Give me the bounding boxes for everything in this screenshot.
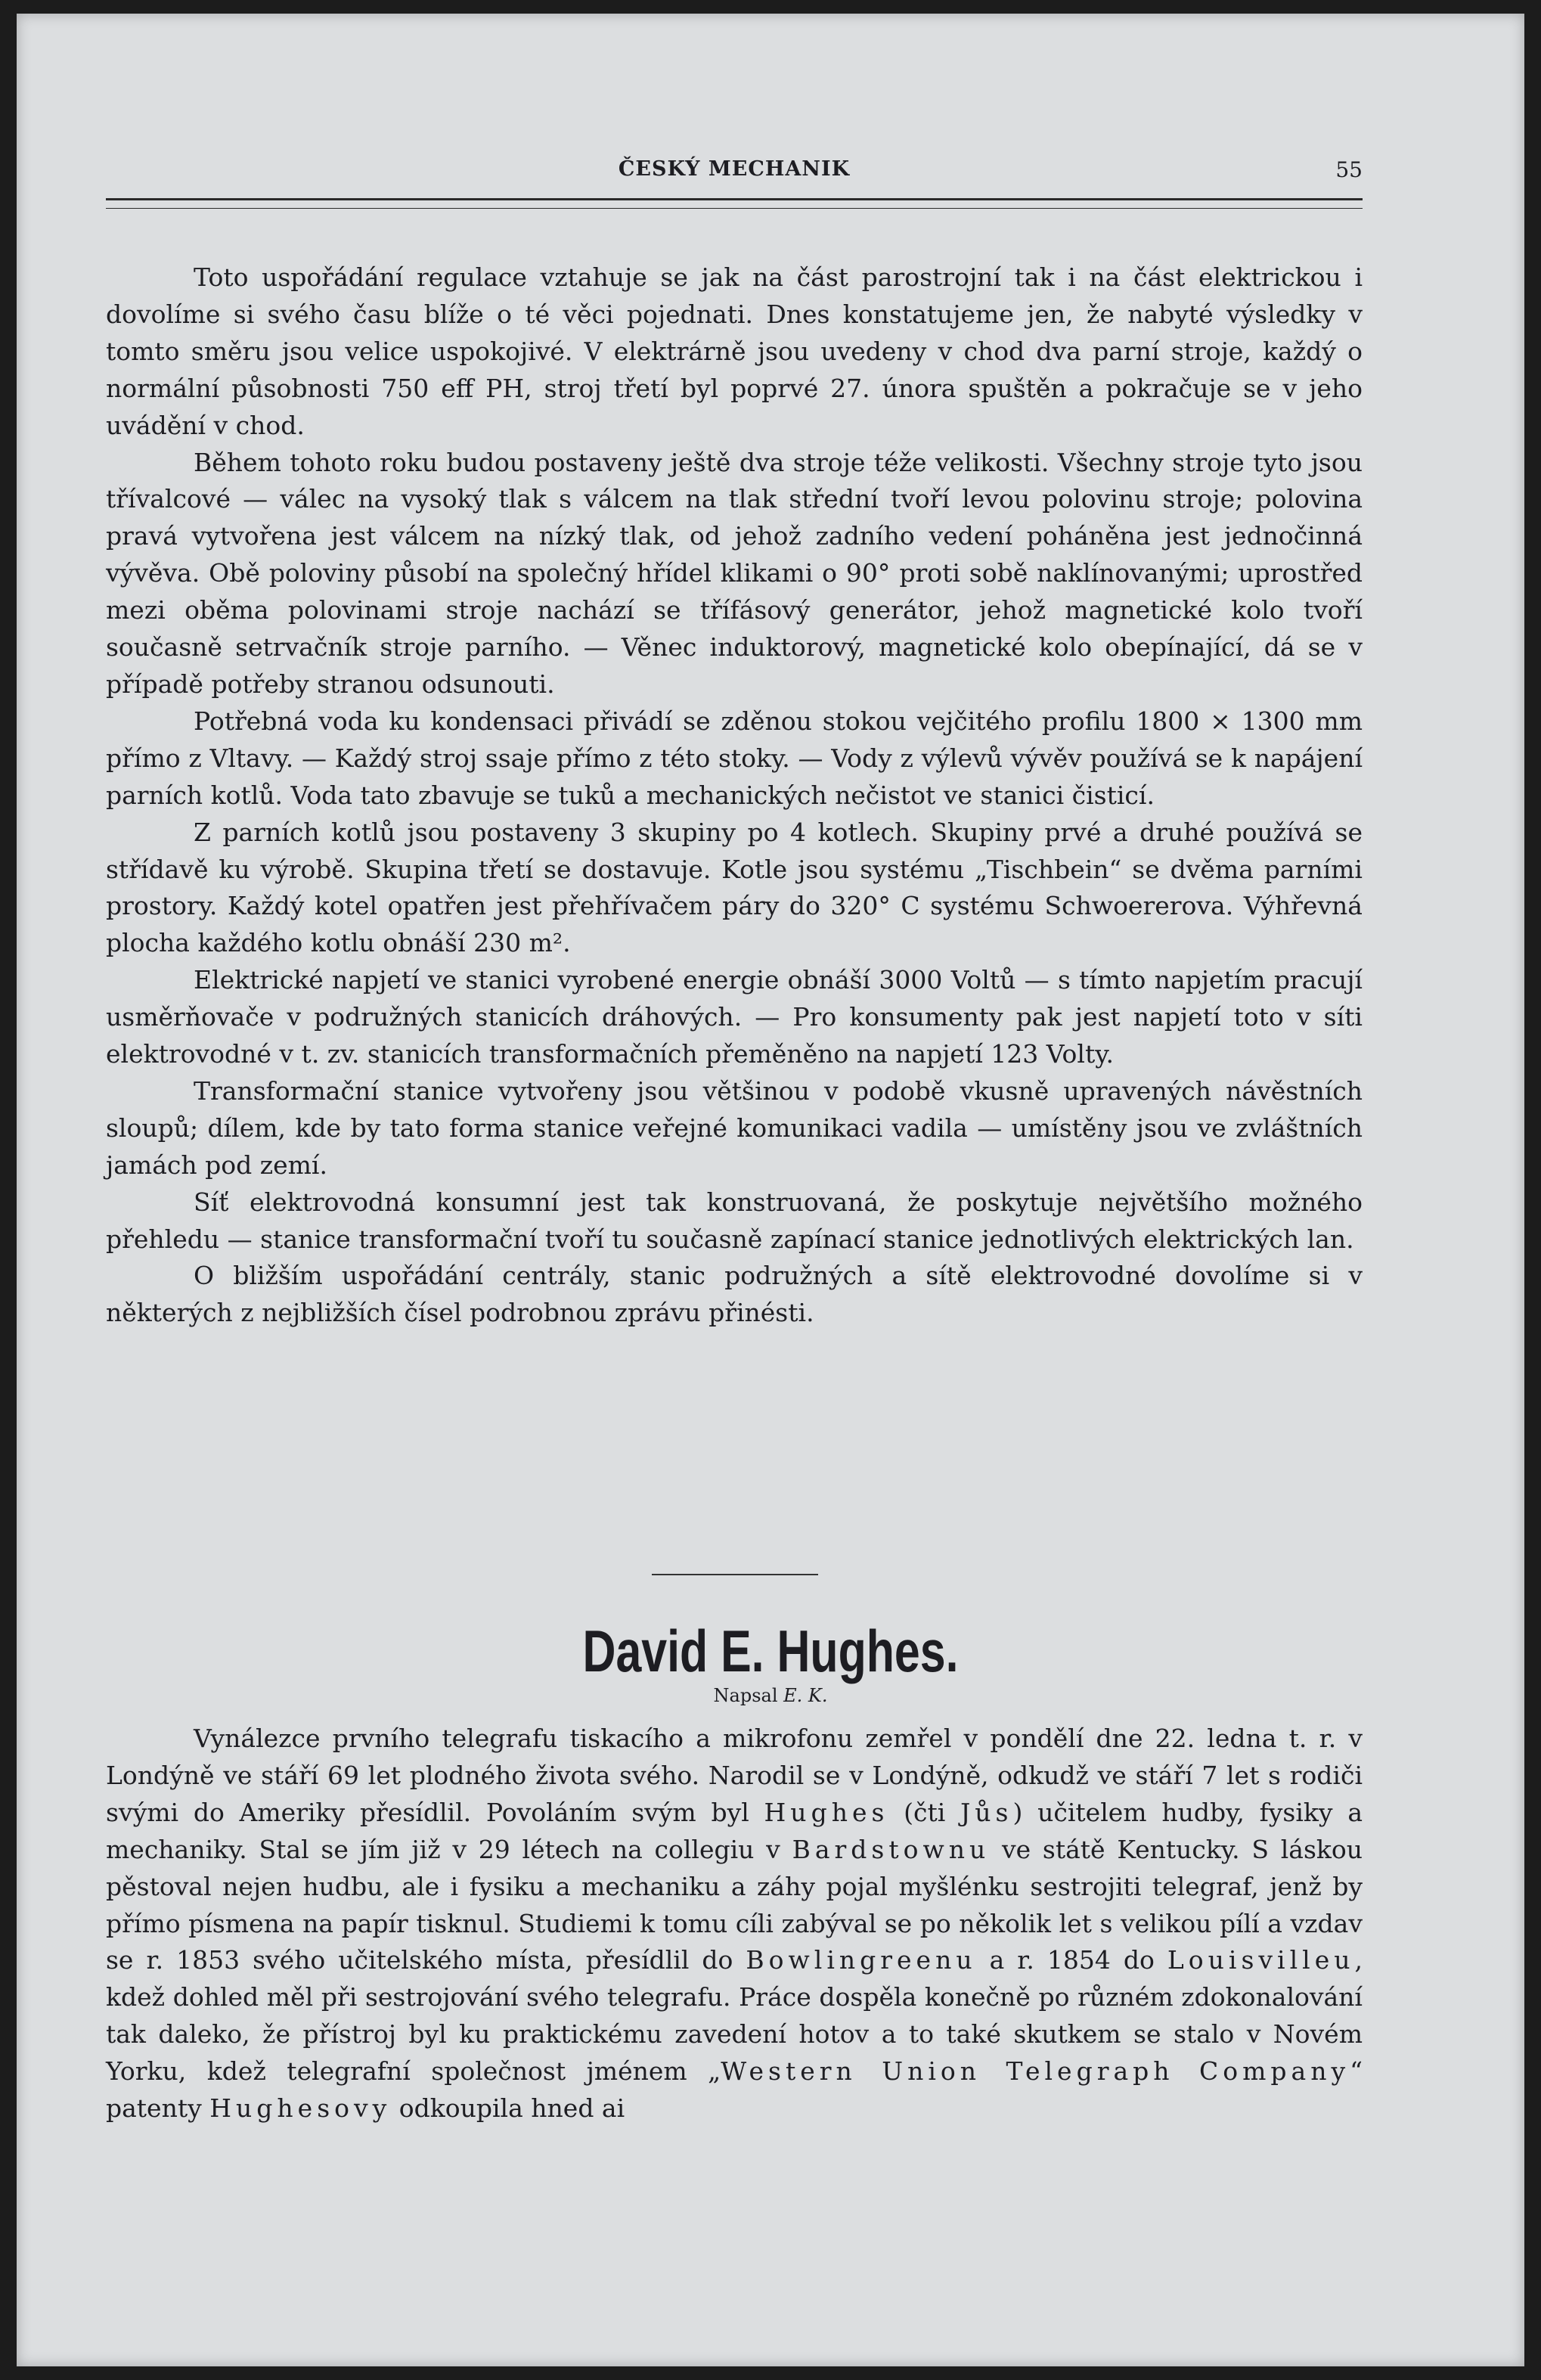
paragraph: Potřebná voda ku kondensaci přivádí se zděnou stokou vejčitého profilu 1800 × 1300 mm přímo z Vltavy. — Každý stroj ssaje přímo z této stoky. — Vody z výlevů vývěv používá se k napájení parních kotlů. Voda tato zbavuje se tuků a mechanických nečistot ve stanici čisticí.: [106, 706, 1363, 810]
paragraph: Z parních kotlů jsou postaveny 3 skupiny po 4 kotlech. Skupiny prvé a druhé používá se střídavě ku výrobě. Skupina třetí se dostavuje. Kotle jsou systému „Tischbein“ se dvěma parními prostory. Každý kotel opatřen jest přehřívačem páry do 320° C systému Schwoererova. Výhřevná plocha každého kotlu obnáší 230 m².: [106, 817, 1363, 958]
running-head: [106, 157, 1363, 188]
spaced-name: Jůs: [960, 1797, 1013, 1827]
article-title: David E. Hughes.: [582, 1618, 959, 1684]
spaced-name: Hughesovy: [209, 2093, 392, 2124]
spaced-name: Louisvilleu: [1167, 1945, 1355, 1975]
text-run: , kdež dohled měl při sestrojování svého telegrafu. Práce dospěla konečně po různém zdokonalování tak daleko, že přístroj byl ku praktickému zavedení hotov a to také skutkem se stalo v Novém Yorku, kdež telegrafní společnost jménem „: [106, 1945, 1363, 2087]
byline-author: E. K.: [783, 1685, 828, 1706]
text-run: a r. 1854 do: [976, 1945, 1167, 1975]
scanned-page: [17, 14, 1524, 2366]
page-number: 55: [1335, 157, 1363, 182]
spaced-name: Bowlingreenu: [746, 1945, 977, 1975]
paragraph: O bližším uspořádání centrály, stanic podružných a sítě elektrovodné dovolíme si v některých z nejbližších čísel podrobnou zprávu přinésti.: [106, 1261, 1363, 1328]
text-run: ve státě Kentucky. S láskou pěstoval nejen hudbu, ale i fysiku a mechaniku a záhy pojal myšlénku sestrojiti telegraf, jenž by přímo písmena na papír tisknul. Studiemi k tomu cíli zabýval se po několik let s velikou pílí a vzdav se r. 1853 svého učitelského místa, přesídlil do: [106, 1834, 1363, 1975]
text-run: odkoupila hned ai: [391, 2093, 625, 2124]
header-rule: [106, 198, 1363, 209]
paragraph: Toto uspořádání regulace vztahuje se jak na část parostrojní tak i na část elektrickou i dovolíme si svého času blíže o té věci pojednati. Dnes konstatujeme jen, že nabyté výsledky v tomto směru jsou velice uspokojivé. V elektrárně jsou uvedeny v chod dva parní stroje, každý o normální působnosti 750 eff PH, stroj třetí byl poprvé 27. února spuštěn a pokračuje se v jeho uvádění v chod.: [106, 262, 1363, 440]
paragraph: Síť elektrovodná konsumní jest tak konstruovaná, že poskytuje největšího možného přehledu — stanice transformační tvoří tu současně zapínací stanice jednotlivých elektrických lan.: [106, 1187, 1363, 1254]
article-continuation: [106, 259, 1363, 1332]
paragraph: [106, 1721, 1363, 2127]
spaced-name: Western Union Telegraph Company: [721, 2056, 1350, 2087]
spaced-name: Bardstownu: [792, 1834, 991, 1864]
spaced-name: Hughes: [764, 1797, 889, 1827]
byline: [17, 1685, 1524, 1706]
text-run: Vynálezce prvního telegrafu tiskacího a mikrofonu zemřel v pondělí dne 22. ledna t. r. v Londýně ve stáří 69 let plodného života svého. Narodil se v Londýně, odkudž ve stáří 7 let s rodiči svými do Ameriky přesídlil. Povoláním svým byl: [106, 1724, 1363, 1827]
text-run: “ patenty: [106, 2056, 1363, 2124]
paragraph: Transformační stanice vytvořeny jsou většinou v podobě vkusně upravených návěstních sloupů; dílem, kde by tato forma stanice veřejné komunikaci vadila — umístěny jsou ve zvláštních jamách pod zemí.: [106, 1075, 1363, 1180]
journal-title: ČESKÝ MECHANIK: [618, 157, 851, 181]
text-run: (čti: [888, 1797, 961, 1827]
text-run: ) učitelem hudby, fysiky a mechaniky. Stal se jím již v 29 létech na collegiu v: [106, 1797, 1363, 1864]
section-divider: [652, 1574, 818, 1575]
byline-prefix: Napsal: [713, 1685, 778, 1706]
paragraph: Během tohoto roku budou postaveny ještě dva stroje téže velikosti. Všechny stroje tyto jsou třívalcové — válec na vysoký tlak s válcem na tlak střední tvoří levou polovinu stroje; polovina pravá vytvořena jest válcem na nízký tlak, od jehož zadního vedení poháněna jest jednočinná vývěva. Obě poloviny působí na společný hřídel klikami o 90° proti sobě naklínovanými; uprostřed mezi oběma polovinami stroje nachází se třífásový generátor, jehož magnetické kolo tvoří současně setrvačník stroje parního. — Věnec induktorový, magnetické kolo obepínající, dá se v případě potřeby stranou odsunouti.: [106, 447, 1363, 699]
article-body: [106, 1721, 1363, 2127]
paragraph: Elektrické napjetí ve stanici vyrobené energie obnáší 3000 Voltů — s tímto napjetím pracují usměrňovače v podružných stanicích dráhových. — Pro konsumenty pak jest napjetí toto v síti elektrovodné v t. zv. stanicích transformačních přeměněno na napjetí 123 Volty.: [106, 965, 1363, 1069]
